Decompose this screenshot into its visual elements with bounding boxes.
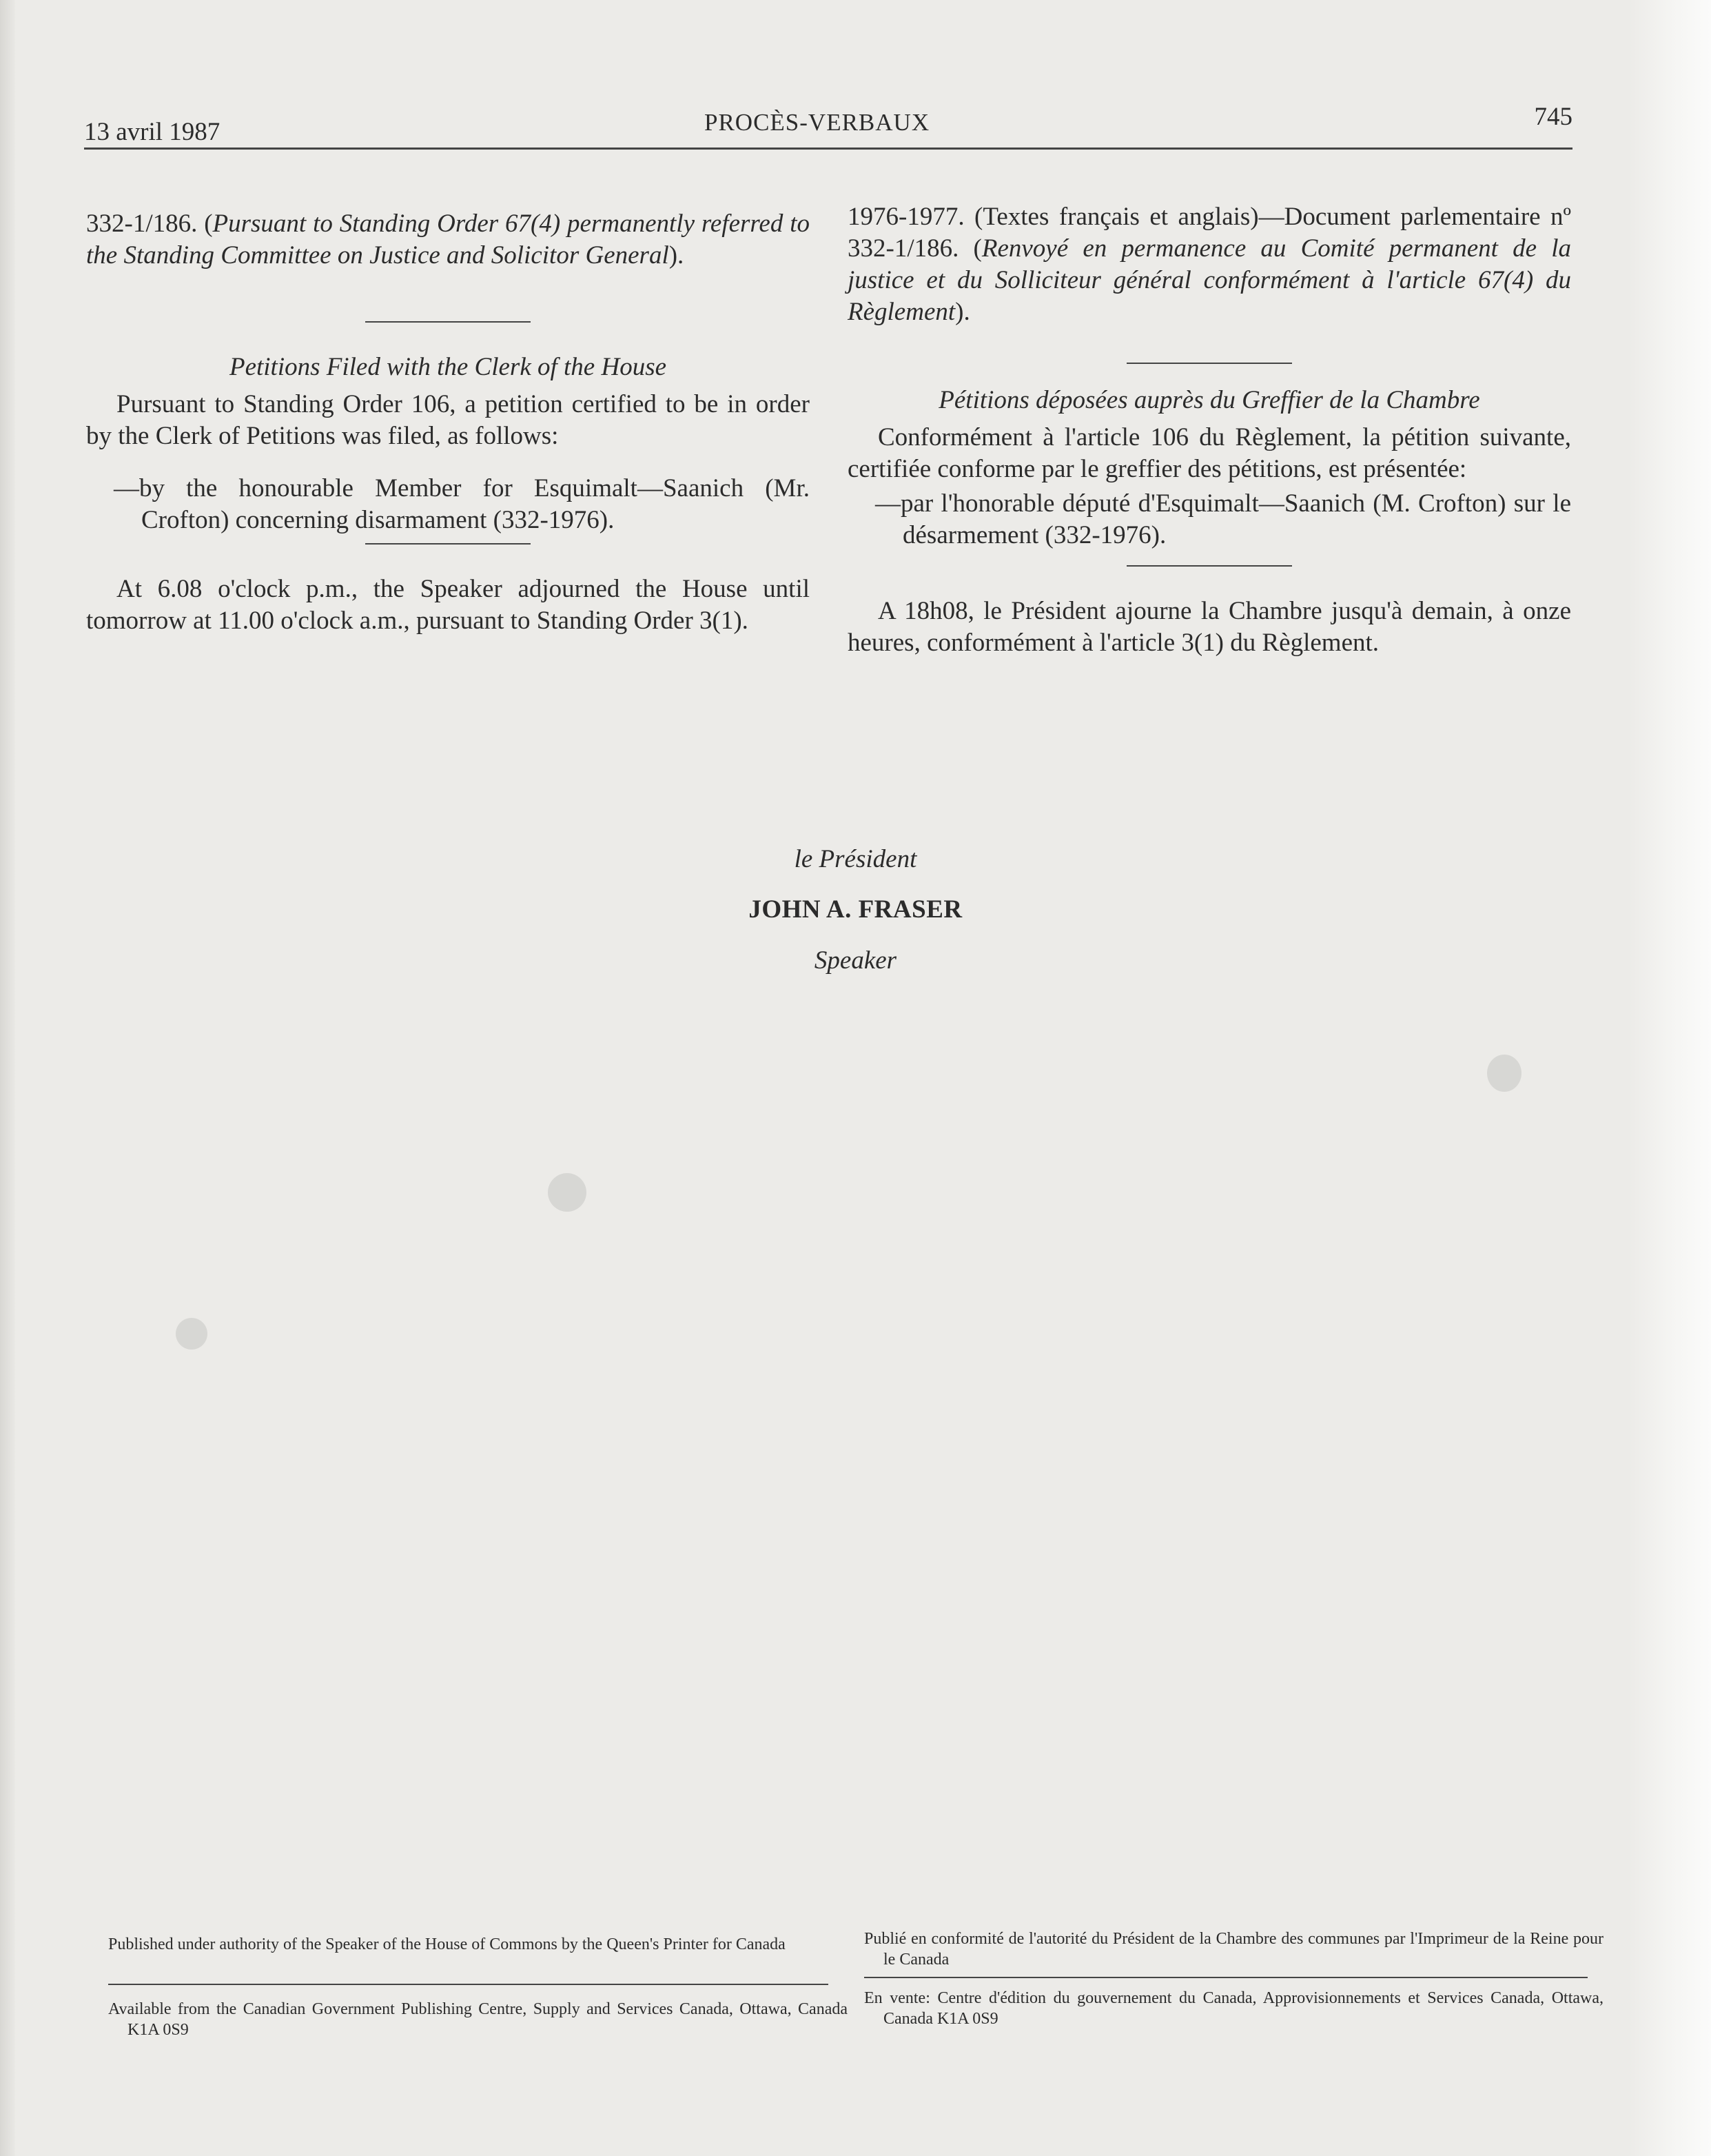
- header-title: PROCÈS-VERBAUX: [704, 109, 930, 136]
- section-divider: [365, 543, 531, 545]
- header-date: 13 avril 1987: [84, 118, 221, 146]
- petitions-heading-fr: Pétitions déposées auprès du Greffier de la Chambre: [939, 386, 1480, 414]
- french-column: [848, 201, 1571, 659]
- smudge-mark: [176, 1318, 207, 1350]
- petitions-intro-fr: Conformément à l'article 106 du Règlement, la pétition suivante, certifiée conforme par le greffier des pétitions, est présentée:: [848, 423, 1571, 483]
- footer-published-fr: Publié en conformité de l'autorité du Président de la Chambre des communes par l'Imprimeur de la Reine pour le Canada: [864, 1930, 1604, 1969]
- signature-title-en: Speaker: [814, 946, 897, 975]
- footer-divider: [108, 1984, 828, 1985]
- page-header: [84, 102, 1572, 150]
- english-column: [86, 208, 810, 637]
- carry-over-reference-en: 332-1/186. (Pursuant to Standing Order 67(4) permanently referred to the Standing Committee on Justice and Solicitor General).: [86, 210, 810, 270]
- carry-over-reference-fr: 1976-1977. (Textes français et anglais)—Document parlementaire nº 332-1/186. (Renvoyé en permanence au Comité permanent de la justice et du Solliciteur général conformément à l'article 67(4) du Règlement).: [848, 203, 1571, 326]
- smudge-mark: [1487, 1055, 1522, 1092]
- footer-available-fr: En vente: Centre d'édition du gouvernement du Canada, Approvisionnements et Services Canada, Ottawa, Canada K1A 0S9: [864, 1989, 1604, 2028]
- signature-name: JOHN A. FRASER: [748, 895, 963, 924]
- petitions-heading-en: Petitions Filed with the Clerk of the House: [229, 353, 667, 381]
- section-divider: [365, 321, 531, 323]
- scan-edge-right: [1628, 0, 1711, 2156]
- adjournment-en: At 6.08 o'clock p.m., the Speaker adjourned the House until tomorrow at 11.00 o'clock a.m., pursuant to Standing Order 3(1).: [86, 575, 810, 635]
- page-number: 745: [1534, 103, 1572, 131]
- section-divider: [1127, 363, 1292, 364]
- petition-item-en: —by the honourable Member for Esquimalt—Saanich (Mr. Crofton) concerning disarmament (332-1976).: [114, 474, 810, 534]
- smudge-mark: [548, 1173, 586, 1212]
- scan-edge-left: [0, 0, 15, 2156]
- signature-title-fr: le Président: [794, 845, 917, 873]
- footer-published-en: Published under authority of the Speaker of the House of Commons by the Queen's Printer for Canada: [108, 1935, 786, 1953]
- footer-available-en: Available from the Canadian Government Publishing Centre, Supply and Services Canada, Ottawa, Canada K1A 0S9: [108, 2000, 848, 2039]
- section-divider: [1127, 565, 1292, 567]
- footer-divider: [864, 1977, 1588, 1978]
- petitions-intro-en: Pursuant to Standing Order 106, a petition certified to be in order by the Clerk of Petitions was filed, as follows:: [86, 390, 810, 450]
- adjournment-fr: A 18h08, le Président ajourne la Chambre jusqu'à demain, à onze heures, conformément à l'article 3(1) du Règlement.: [848, 597, 1571, 657]
- petition-item-fr: —par l'honorable député d'Esquimalt—Saanich (M. Crofton) sur le désarmement (332-1976).: [875, 489, 1571, 549]
